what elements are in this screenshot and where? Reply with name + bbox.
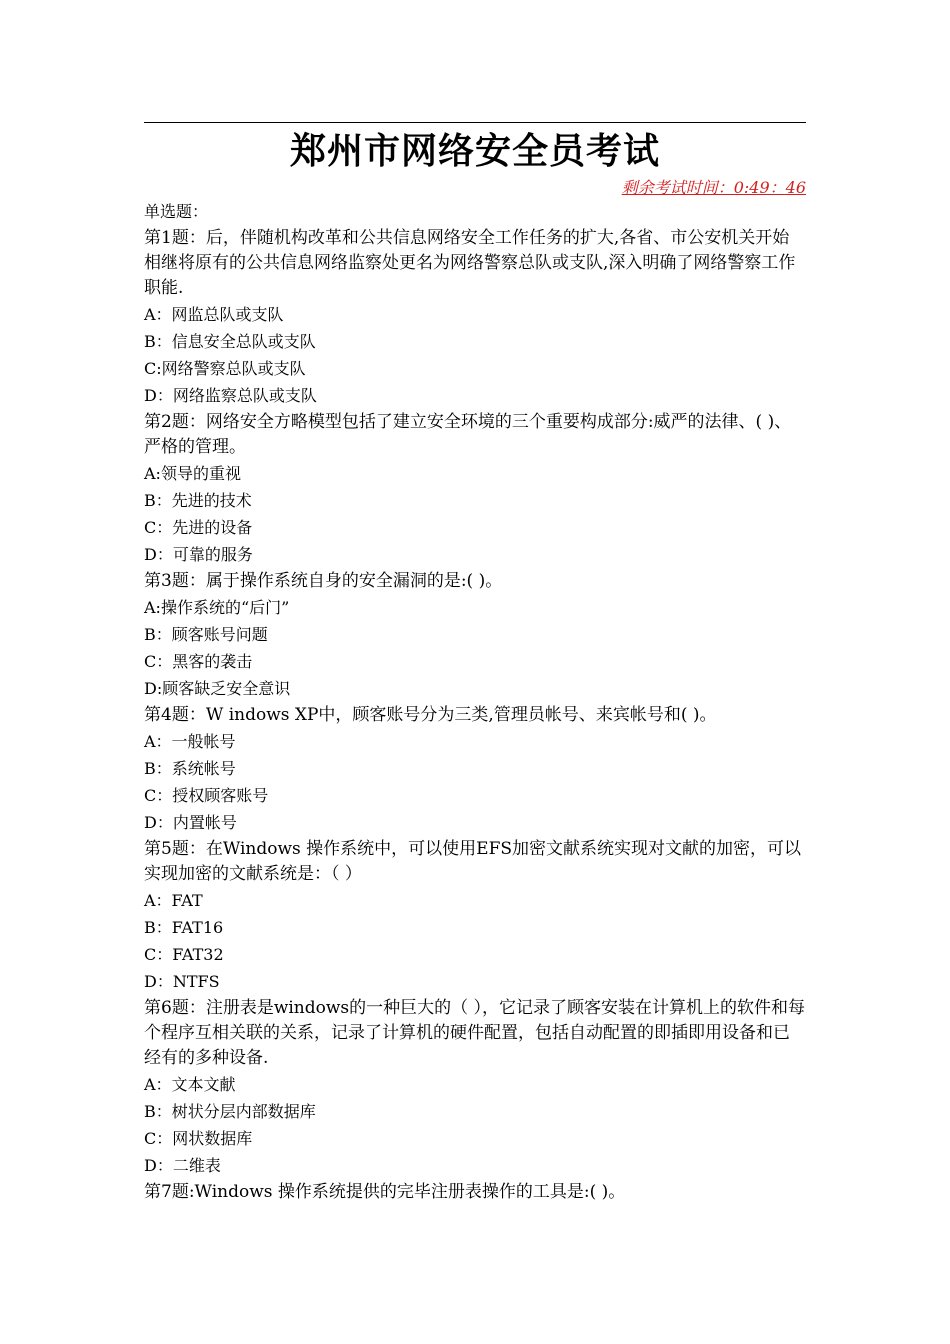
question-4 <box>144 703 806 836</box>
option-c[interactable]: C:网络警察总队或支队 <box>144 359 306 378</box>
option-a[interactable]: A：FAT <box>144 891 203 910</box>
option-b[interactable]: B：顾客账号问题 <box>144 625 268 644</box>
question-2 <box>144 410 806 568</box>
question-text: 第7题:Windows 操作系统提供的完毕注册表操作的工具是:( )。 <box>144 1182 626 1202</box>
option-a[interactable]: A：一般帐号 <box>144 732 236 751</box>
question-text: 第1题：后，伴随机构改革和公共信息网络安全工作任务的扩大,各省、市公安机关开始相继将原有的公共信息网络监察处更名为网络警察总队或支队,深入明确了网络警察工作职能. <box>144 228 796 298</box>
question-5 <box>144 837 806 995</box>
question-text: 第3题：属于操作系统自身的安全漏洞的是:( )。 <box>144 571 503 591</box>
option-c[interactable]: C：FAT32 <box>144 945 224 964</box>
option-d[interactable]: D:顾客缺乏安全意识 <box>144 679 291 698</box>
document-page <box>144 122 806 1205</box>
section-heading: 单选题： <box>144 202 209 221</box>
option-d[interactable]: D：内置帐号 <box>144 813 237 832</box>
question-text: 第5题：在Windows 操作系统中，可以使用EFS加密文献系统实现对文献的加密，可以实现加密的文献系统是：（ ） <box>144 839 802 884</box>
question-text: 第4题：W indows XP中，顾客账号分为三类,管理员帐号、来宾帐号和( )。 <box>144 705 717 725</box>
option-a[interactable]: A：网监总队或支队 <box>144 305 284 324</box>
option-d[interactable]: D：二维表 <box>144 1156 221 1175</box>
page-title: 郑州市网络安全员考试 <box>289 131 660 172</box>
option-b[interactable]: B：先进的技术 <box>144 491 252 510</box>
option-a[interactable]: A：文本文献 <box>144 1075 236 1094</box>
exam-timer: 剩余考试时间：0:49：46 <box>621 178 806 197</box>
header-rule <box>144 122 806 123</box>
option-b[interactable]: B：系统帐号 <box>144 759 236 778</box>
option-b[interactable]: B：FAT16 <box>144 918 224 937</box>
option-b[interactable]: B：树状分层内部数据库 <box>144 1102 316 1121</box>
option-b[interactable]: B：信息安全总队或支队 <box>144 332 316 351</box>
option-c[interactable]: C：授权顾客账号 <box>144 786 269 805</box>
question-7 <box>144 1180 806 1205</box>
question-1 <box>144 226 806 409</box>
option-d[interactable]: D：网络监察总队或支队 <box>144 386 317 405</box>
question-3 <box>144 569 806 702</box>
option-d[interactable]: D：可靠的服务 <box>144 545 253 564</box>
question-6 <box>144 996 806 1179</box>
option-c[interactable]: C：黑客的袭击 <box>144 652 253 671</box>
question-text: 第6题：注册表是windows的一种巨大的（ ），它记录了顾客安装在计算机上的软件和每个程序互相关联的关系，记录了计算机的硬件配置，包括自动配置的即插即用设备和已经有的多种设备. <box>144 998 806 1068</box>
option-a[interactable]: A:操作系统的“后门” <box>144 598 290 617</box>
option-a[interactable]: A:领导的重视 <box>144 464 241 483</box>
option-c[interactable]: C：先进的设备 <box>144 518 253 537</box>
option-d[interactable]: D：NTFS <box>144 972 220 991</box>
option-c[interactable]: C：网状数据库 <box>144 1129 253 1148</box>
question-text: 第2题：网络安全方略模型包括了建立安全环境的三个重要构成部分:威严的法律、( )、严格的管理。 <box>144 412 792 457</box>
